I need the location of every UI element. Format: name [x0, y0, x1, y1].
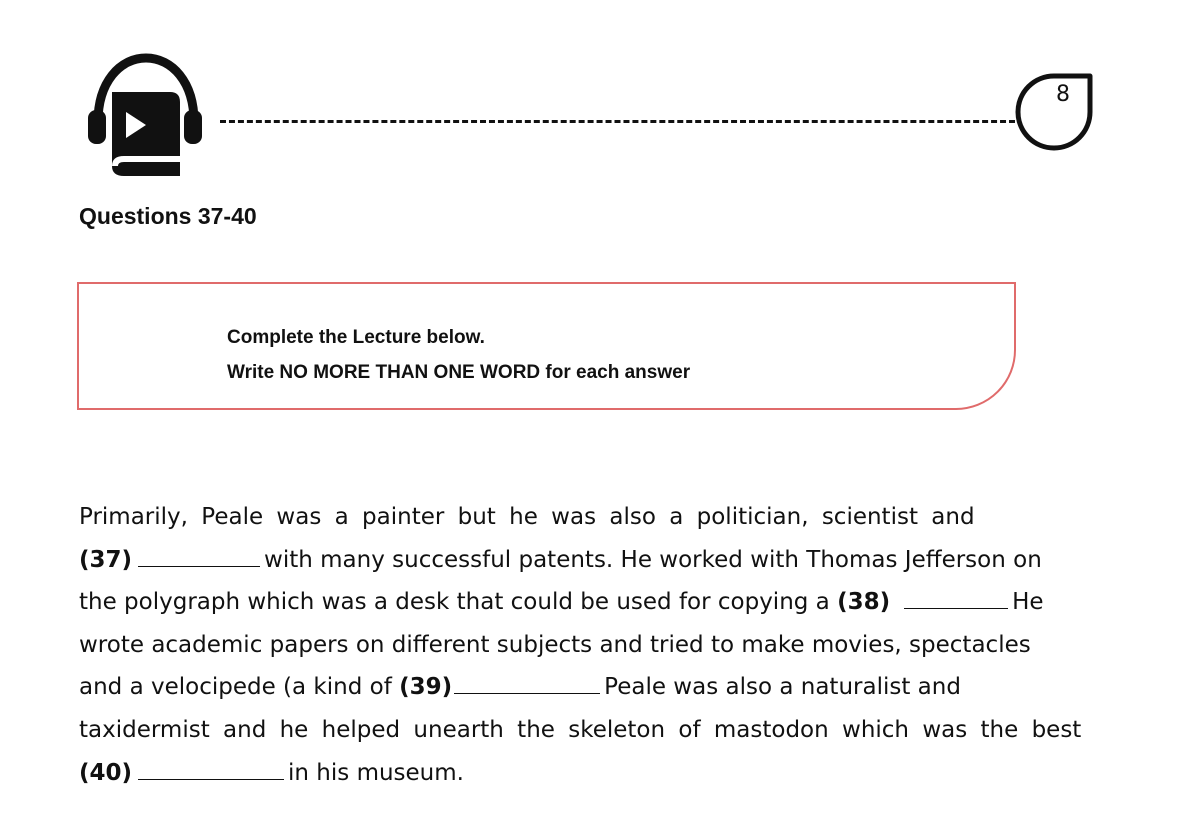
- answer-blank-39[interactable]: [454, 671, 600, 694]
- question-38-label: (38): [837, 589, 891, 616]
- lecture-passage: [79, 496, 1129, 794]
- page-number: 8: [1056, 82, 1070, 107]
- passage-line-7-text: in his museum.: [288, 759, 464, 786]
- answer-blank-37[interactable]: [138, 544, 260, 567]
- passage-line-3-text: the polygraph which was a desk that could be used for copying a: [79, 589, 830, 616]
- passage-line-5: [79, 666, 1129, 709]
- passage-line-4: wrote academic papers on different subjects and tried to make movies, spectacles: [79, 631, 1031, 658]
- answer-blank-38[interactable]: [904, 586, 1008, 609]
- passage-line-2: [79, 539, 1129, 582]
- passage-line-6: taxidermist and he helped unearth the skeleton of mastodon which was the best: [79, 716, 1082, 743]
- passage-line-2-text: with many successful patents. He worked with Thomas Jefferson on: [264, 546, 1042, 573]
- passage-line-1: Primarily, Peale was a painter but he was also a politician, scientist and: [79, 504, 975, 530]
- passage-line-5-end: Peale was also a naturalist and: [604, 674, 961, 701]
- passage-line-5-text: and a velocipede (a kind of: [79, 674, 392, 701]
- dashed-connector: [220, 120, 1015, 123]
- instruction-line-1: Complete the Lecture below.: [227, 327, 485, 348]
- answer-blank-40[interactable]: [138, 757, 284, 780]
- instructions-box: [77, 282, 1016, 410]
- instruction-line-2: Write NO MORE THAN ONE WORD for each answer: [227, 362, 691, 383]
- question-37-label: (37): [79, 546, 133, 573]
- passage-line-7: [79, 752, 1129, 795]
- passage-line-3-end: He: [1012, 589, 1044, 616]
- passage-line-3: [79, 581, 1129, 624]
- headphones-video-book-icon: [84, 52, 204, 182]
- question-40-label: (40): [79, 759, 133, 786]
- section-title: Questions 37-40: [79, 203, 257, 229]
- question-39-label: (39): [399, 674, 453, 701]
